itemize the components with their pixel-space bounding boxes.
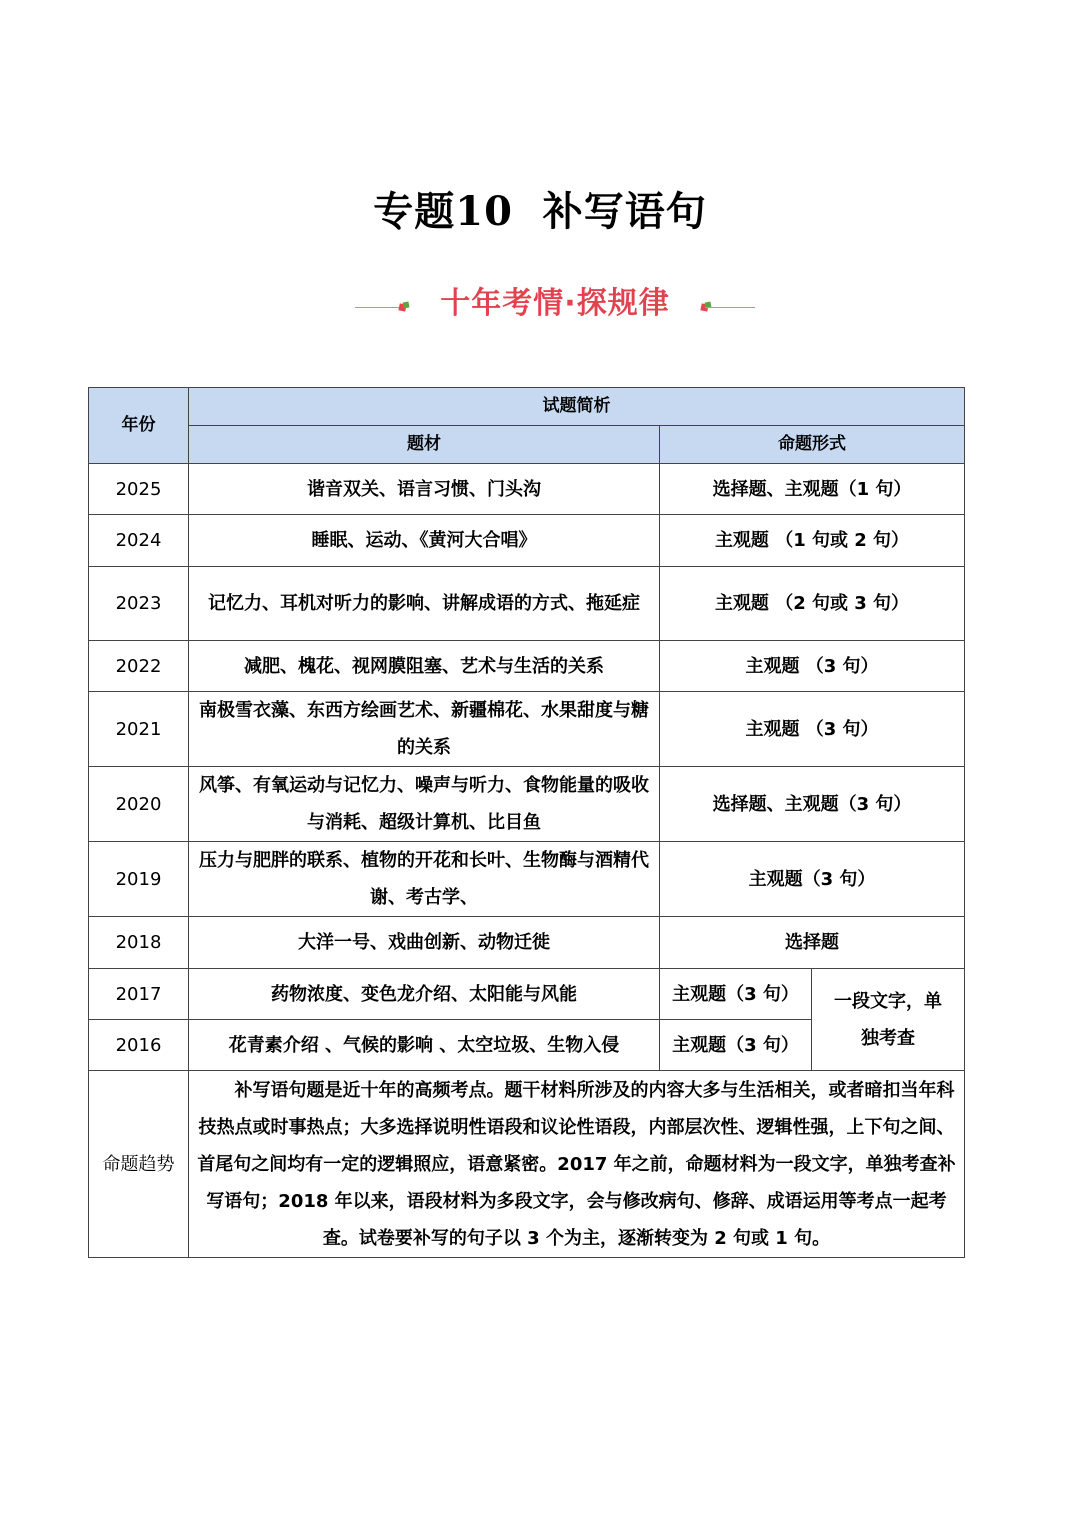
row-year: 2020 <box>89 767 189 842</box>
row-form: 选择题、主观题（3 句） <box>660 767 965 842</box>
exam-analysis-table <box>88 387 965 1258</box>
header-group: 试题简析 <box>189 388 965 426</box>
row-topic: 记忆力、耳机对听力的影响、讲解成语的方式、拖延症 <box>189 567 660 641</box>
row-topic: 花青素介绍 、气候的影响 、太空垃圾、生物入侵 <box>189 1020 660 1071</box>
row-topic: 大洋一号、戏曲创新、动物迁徙 <box>189 917 660 969</box>
trend-body <box>189 1071 965 1258</box>
row-year: 2022 <box>89 641 189 692</box>
header-year: 年份 <box>89 388 189 464</box>
header-form: 命题形式 <box>660 426 965 464</box>
trend-text: 补写语句题是近十年的高频考点。题干材料所涉及的内容大多与生活相关，或者暗扣当年科技热点或时事热点；大多选择说明性语段和议论性语段，内部层次性、逻辑性强，上下句之间、首尾句之间均有一定的逻辑照应，语意紧密。2017 年之前，命题材料为一段文字，单独考查补写语句；2018 年以来，语段材料为多段文字，会与修改病句、修辞、成语运用等考点一起考查。试卷要补写的句子以 3 个为主，逐渐转变为 2 句或 1 句。 <box>197 1079 956 1249</box>
row-form: 主观题 （3 句） <box>660 641 965 692</box>
title-prefix: 专题 <box>373 189 456 235</box>
row-topic: 减肥、槐花、视网膜阻塞、艺术与生活的关系 <box>189 641 660 692</box>
trend-row <box>89 1071 965 1258</box>
table-row <box>89 464 965 515</box>
row-year: 2024 <box>89 515 189 567</box>
row-form: 主观题 （3 句） <box>660 692 965 767</box>
row-topic: 南极雪衣藻、东西方绘画艺术、新疆棉花、水果甜度与糖的关系 <box>189 692 660 767</box>
table-row <box>89 767 965 842</box>
row-form: 主观题（3 句） <box>660 842 965 917</box>
banner-text: 十年考情·探规律 <box>440 286 670 321</box>
table-row <box>89 515 965 567</box>
section-banner <box>355 276 755 326</box>
title-number: 10 <box>455 188 513 235</box>
table-row <box>89 641 965 692</box>
page-title <box>0 180 1080 237</box>
trend-label: 命题趋势 <box>89 1071 189 1258</box>
title-suffix: 补写语句 <box>542 189 707 235</box>
row-year: 2018 <box>89 917 189 969</box>
row-form: 主观题 （2 句或 3 句） <box>660 567 965 641</box>
row-topic: 风筝、有氧运动与记忆力、噪声与听力、食物能量的吸收与消耗、超级计算机、比目鱼 <box>189 767 660 842</box>
row-year: 2017 <box>89 969 189 1020</box>
row-year: 2019 <box>89 842 189 917</box>
row-form: 主观题 （1 句或 2 句） <box>660 515 965 567</box>
table-row <box>89 917 965 969</box>
banner-ornament-left-icon <box>399 302 409 312</box>
table-row <box>89 567 965 641</box>
row-year: 2023 <box>89 567 189 641</box>
row-form: 选择题 <box>660 917 965 969</box>
row-form: 主观题（3 句） <box>660 1020 812 1071</box>
header-topic: 题材 <box>189 426 660 464</box>
row-year: 2021 <box>89 692 189 767</box>
table-row <box>89 842 965 917</box>
split-note: 一段文字，单独考查 <box>812 969 965 1071</box>
row-topic: 药物浓度、变色龙介绍、太阳能与风能 <box>189 969 660 1020</box>
row-topic: 谐音双关、语言习惯、门头沟 <box>189 464 660 515</box>
table-row <box>89 692 965 767</box>
row-form: 主观题（3 句） <box>660 969 812 1020</box>
row-year: 2025 <box>89 464 189 515</box>
banner-line-right <box>705 307 755 308</box>
banner-line-left <box>355 307 405 308</box>
table-row <box>89 969 965 1020</box>
row-form: 选择题、主观题（1 句） <box>660 464 965 515</box>
row-topic: 压力与肥胖的联系、植物的开花和长叶、生物酶与酒精代谢、考古学、 <box>189 842 660 917</box>
row-year: 2016 <box>89 1020 189 1071</box>
row-topic: 睡眠、运动、《黄河大合唱》 <box>189 515 660 567</box>
